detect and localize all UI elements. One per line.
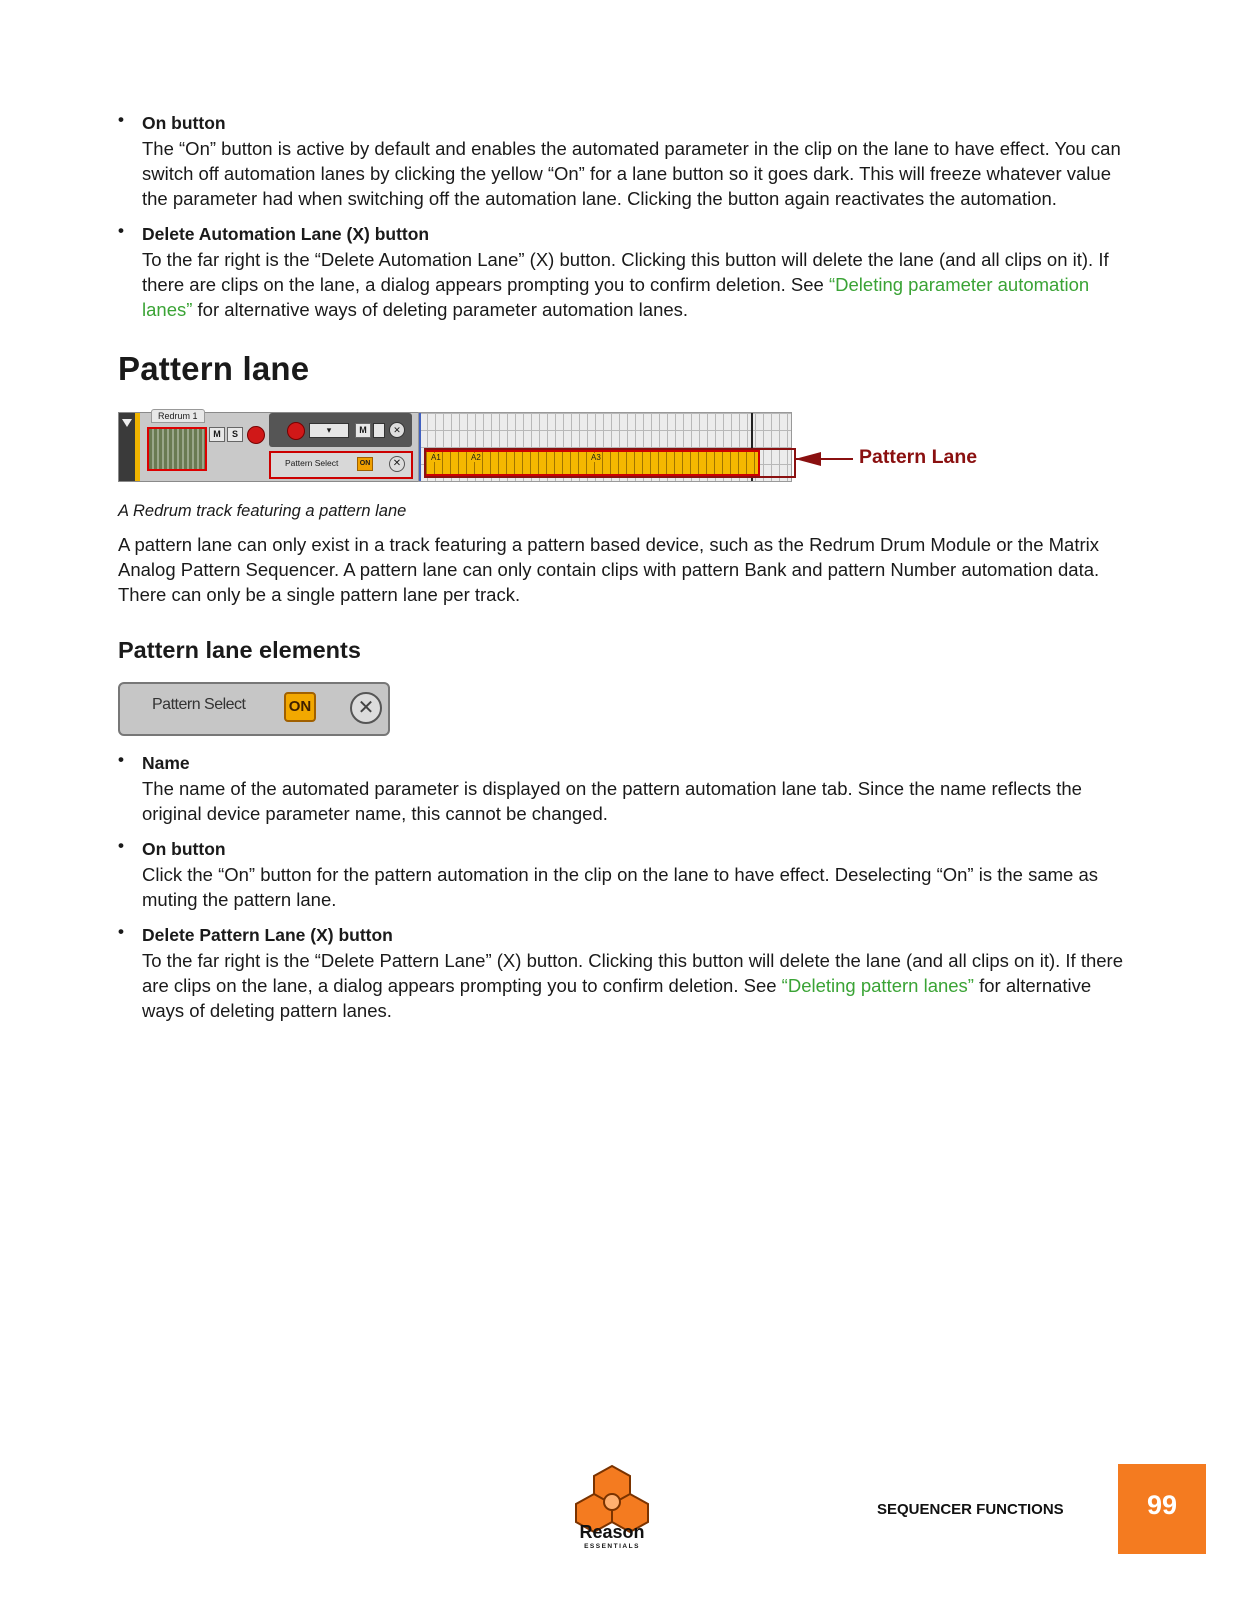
pattern-lane-tab-figure [118, 682, 390, 736]
bullet-text [142, 948, 1128, 1023]
automation-lane-header [269, 413, 412, 447]
track-header [118, 412, 420, 482]
list-item [118, 750, 1128, 826]
footer-section-title: SEQUENCER FUNCTIONS [877, 1501, 1064, 1518]
bullet-title: On button [142, 113, 226, 133]
section-title: Pattern lane [118, 350, 310, 387]
cross-reference-link[interactable]: “Deleting parameter automation lanes” [142, 274, 1090, 320]
bullet-icon: • [118, 922, 124, 941]
bullet-title: Name [142, 753, 190, 773]
subsection-title: Pattern lane elements [118, 637, 361, 663]
playhead-line [419, 413, 421, 481]
bullet-icon: • [118, 110, 124, 129]
logo-wordmark: Reason [579, 1522, 645, 1542]
clip-label: A2 [471, 453, 481, 462]
logo-subtitle: ESSENTIALS [584, 1543, 640, 1550]
list-item [118, 836, 1128, 912]
delete-lane-icon[interactable]: ✕ [350, 692, 382, 724]
parameter-dropdown[interactable]: ▾ [309, 423, 349, 438]
bullet-text-end: for alternative ways of deleting pattern lanes. [142, 975, 1092, 1021]
track-handle[interactable] [119, 413, 135, 481]
bullet-text-start: To the far right is the “Delete Automation Lane” (X) button. Clicking this button will delete the lane (and all clips on it). If there are clips on the lane, a dialog appears prompting you to confirm deletion. See [142, 249, 1109, 295]
lane-mute-button[interactable]: M [355, 423, 371, 438]
bullet-text-start: To the far right is the “Delete Pattern Lane” (X) button. Clicking this button will delete the lane (and all clips on it). If there are clips on the lane, a dialog appears prompting you to confirm deletion. See [142, 950, 1124, 996]
lane-highlight-box [424, 448, 796, 478]
bullet-icon: • [118, 750, 124, 769]
bullet-text: Click the “On” button for the pattern automation in the clip on the lane to have effect. Deselecting “On” is the same as muting the pattern lane. [142, 864, 1099, 910]
delete-lane-icon[interactable]: ✕ [389, 422, 405, 438]
callout-label: Pattern Lane [859, 446, 978, 468]
bullet-text [142, 247, 1128, 322]
bullet-title: On button [142, 839, 226, 859]
bullet-title: Delete Automation Lane (X) button [142, 224, 430, 244]
bullet-text: The “On” button is active by default and enables the automated parameter in the clip on the lane to have effect. You can switch off automation lanes by clicking the yellow “On” for a lane button so it goes dark. This will freeze whatever value the parameter had when switching off the automation lane. Clicking the button again reactivates the automation. [142, 138, 1121, 209]
solo-button[interactable]: S [227, 427, 243, 442]
callout-arrow-icon [795, 452, 821, 466]
lane-toggle-button[interactable] [373, 423, 385, 438]
record-enable-icon[interactable] [247, 426, 265, 444]
cross-reference-link[interactable]: “Deleting pattern lanes” [781, 975, 974, 996]
page-number: 99 [1146, 1490, 1178, 1520]
figure-caption: A Redrum track featuring a pattern lane [118, 502, 407, 520]
list-item [118, 922, 1128, 1023]
lane-name-label: Pattern Select [285, 458, 339, 468]
bullet-title: Delete Pattern Lane (X) button [142, 925, 393, 945]
record-icon[interactable] [287, 422, 305, 440]
mute-button[interactable]: M [209, 427, 225, 442]
page-number-box [1118, 1464, 1206, 1554]
page-content [118, 110, 1128, 1033]
lane-name-label: Pattern Select [152, 696, 246, 713]
track-color-strip [135, 413, 140, 481]
bullet-icon: • [118, 221, 124, 240]
list-item [118, 110, 1128, 211]
redrum-device-icon [147, 427, 207, 471]
delete-pattern-lane-icon[interactable]: ✕ [389, 456, 405, 472]
pattern-lane-tab [269, 451, 413, 479]
clip-label: A3 [591, 453, 601, 462]
clip-label: A1 [431, 453, 441, 462]
bullet-text-end: for alternative ways of deleting parameter automation lanes. [192, 299, 689, 320]
bullet-text: The name of the automated parameter is displayed on the pattern automation lane tab. Since the name reflects the original device parameter name, this cannot be changed. [142, 778, 1082, 824]
bullet-icon: • [118, 836, 124, 855]
collapse-triangle-icon[interactable] [122, 419, 132, 427]
list-item [118, 221, 1128, 322]
track-name-tab[interactable]: Redrum 1 [151, 409, 205, 423]
intro-paragraph: A pattern lane can only exist in a track featuring a pattern based device, such as the Redrum Drum Module or the Matrix Analog Pattern Sequencer. A pattern lane can only contain clips with pattern Bank and pattern Number automation data. There can only be a single pattern lane per track. [118, 534, 1100, 605]
on-button[interactable]: ON [357, 457, 373, 471]
on-button[interactable]: ON [284, 692, 316, 722]
redrum-track-figure [118, 408, 998, 488]
